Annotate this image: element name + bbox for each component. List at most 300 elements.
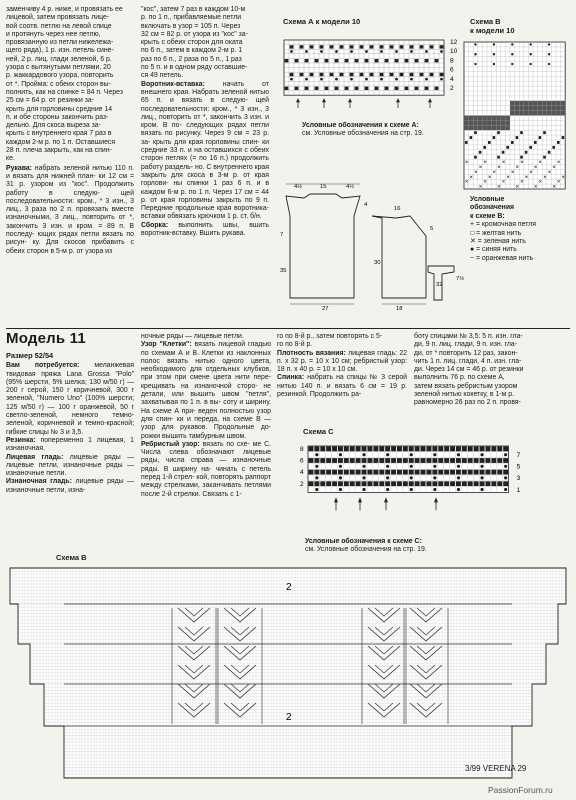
- density-label: Плотность вязания:: [277, 349, 346, 357]
- grid-cell-dark: [534, 141, 537, 144]
- check-pattern-paragraph: [141, 341, 271, 441]
- legend-text: = зеленая нить: [475, 238, 526, 246]
- grid-cell-dark: [450, 447, 455, 452]
- grid-cell-dark: [510, 101, 515, 106]
- grid-cell-x: ✕: [529, 169, 533, 175]
- row-number-left: 8: [300, 446, 304, 453]
- reverse-stockinette-label: Изнаночная гладь:: [6, 478, 72, 486]
- grid-cell-dark: [421, 458, 426, 463]
- grid-cell-dark: [395, 87, 399, 90]
- grid-cell-dark: [501, 116, 506, 121]
- text-line: соту и ширину. На схеме А при-: [141, 399, 272, 415]
- text-line: "Polo" (95% шерсти, 5% шелка;: [6, 370, 135, 386]
- grid-cell-dot: [339, 465, 342, 468]
- text-line: вязать лицевой: [194, 341, 246, 349]
- grid-cell-x: ✕: [506, 174, 510, 180]
- text-line: по 6 п., затем в каждом 2-м р. 1: [141, 47, 243, 55]
- grid-cell-dark: [548, 151, 551, 154]
- grid-cell-dark: [360, 45, 364, 48]
- grid-cell-dark: [390, 45, 394, 48]
- sleeves-label: Рукава:: [6, 164, 32, 172]
- grid-cell-dark: [464, 120, 469, 125]
- grid-cell-dark: [542, 106, 547, 111]
- grid-cell-dark: [503, 458, 508, 463]
- text-line: ки средние 33 п. и на оставшихся: [141, 138, 269, 155]
- grid-cell-dot: [530, 53, 532, 55]
- grid-cell-dark: [430, 45, 434, 48]
- grid-cell-x: ✕: [538, 179, 543, 185]
- grid-cell-dark: [440, 45, 444, 48]
- grid-cell-dark: [468, 470, 473, 475]
- text-line: "кос", затем 7 раз в каждом 10-м: [141, 6, 246, 13]
- grid-cell-dark: [409, 481, 414, 486]
- grid-cell-dot: [320, 78, 323, 81]
- grid-cell-dark: [440, 73, 444, 76]
- grid-cell-dark: [340, 73, 344, 76]
- grid-cell-dot: [410, 78, 413, 81]
- grid-cell-dark: [397, 470, 402, 475]
- grid-cell-dot: [425, 78, 428, 81]
- model-11-title: Модель 11: [6, 330, 86, 347]
- grid-cell-dot: [480, 488, 483, 491]
- legend-item: [470, 230, 574, 238]
- grid-cell-dot: [362, 453, 365, 456]
- grid-cell-x: ✕: [556, 159, 561, 165]
- grid-cell-x: ✕: [478, 184, 483, 190]
- grid-cell-dot: [365, 50, 368, 53]
- grid-cell-dark: [469, 120, 474, 125]
- legend-symbol-icon: +: [470, 221, 475, 229]
- size-label: Размер 52/54: [6, 351, 54, 360]
- grid-cell-dark: [368, 447, 373, 452]
- grid-cell-dot: [433, 488, 436, 491]
- grid-cell-dark: [562, 136, 565, 139]
- grid-cell-dark: [519, 111, 524, 116]
- scheme-b-large-title: Схема В: [56, 553, 87, 562]
- grid-cell-dark: [438, 458, 443, 463]
- scheme-b-legend-title-3: к схеме В:: [470, 212, 505, 220]
- grid-cell-dark: [285, 59, 289, 62]
- grid-cell-dark: [391, 481, 396, 486]
- grid-cell-x: ✕: [547, 169, 552, 175]
- grid-cell-dark: [486, 470, 491, 475]
- text-line: ку. Для скосов прибавить с: [32, 239, 134, 247]
- grid-cell-dark: [409, 470, 414, 475]
- grid-cell-dark: [368, 470, 373, 475]
- text-line: внешнего края. Набрать зеленой: [141, 88, 248, 96]
- top-column-1: [6, 6, 134, 256]
- rib-pattern-paragraph: [141, 441, 271, 499]
- grid-cell-dark: [524, 106, 529, 111]
- grid-cell-dark: [344, 481, 349, 486]
- grid-cell-dark: [320, 73, 324, 76]
- grid-cell-dark: [350, 470, 355, 475]
- grid-cell-dark: [344, 470, 349, 475]
- grid-cell-dark: [533, 111, 538, 116]
- grid-cell-dark: [491, 481, 496, 486]
- grid-cell-dot: [480, 453, 483, 456]
- grid-cell-x: ✕: [515, 164, 520, 170]
- grid-cell-dark: [456, 481, 461, 486]
- row-number: 8: [450, 57, 454, 65]
- grid-cell-dot: [480, 476, 483, 479]
- scheme-b-large-chart: [4, 564, 572, 782]
- grid-cell-dark: [332, 470, 337, 475]
- grid-cell-dark: [469, 125, 474, 130]
- grid-cell-dark: [435, 87, 439, 90]
- dimension-label: 16: [394, 206, 401, 212]
- grid-cell-dark: [488, 141, 491, 144]
- grid-cell-x: ✕: [556, 179, 561, 185]
- grid-cell-dark: [390, 73, 394, 76]
- grid-cell-dark: [450, 458, 455, 463]
- grid-cell-dark: [415, 59, 419, 62]
- sleeve-shape: [372, 216, 426, 298]
- grid-cell-dark: [375, 59, 379, 62]
- grid-cell-dot: [457, 488, 460, 491]
- legend-item: [470, 255, 574, 263]
- grid-cell-dark: [350, 481, 355, 486]
- text-line: ди. Через 14 см = 46 р. от резинки: [414, 366, 524, 374]
- text-line: этом при смене цвета нити пере-: [156, 374, 271, 382]
- grid-cell-dark: [344, 447, 349, 452]
- grid-cell-dot: [290, 78, 293, 81]
- grid-cell-dot: [395, 50, 398, 53]
- text-line: крючком 1 р. ст. б/н.: [197, 213, 262, 221]
- grid-cell-dark: [309, 470, 314, 475]
- text-line: гладь: 22 п. x 32 р. = 10 x 10 см;: [277, 349, 407, 365]
- text-line: ме С. Числа слева обозначают: [141, 440, 271, 457]
- text-line: набрать на спицы № 3: [307, 374, 386, 382]
- grid-cell-dot: [440, 50, 443, 53]
- grid-cell-dark: [533, 101, 538, 106]
- text-line: "Numero Uno" (100% шерсти;: [37, 395, 134, 403]
- grid-cell-x: ✕: [474, 169, 478, 175]
- grid-cell-dark: [561, 101, 566, 106]
- grid-cell-dark: [421, 481, 426, 486]
- grid-cell-dark: [340, 45, 344, 48]
- grid-cell-dark: [305, 87, 309, 90]
- grid-cell-dark: [505, 120, 510, 125]
- text-line: ней, 2 р. лиц. глади зеленой, 6 р.: [6, 55, 112, 63]
- text-line: крыть с внутреннего края 7 раз в: [6, 130, 112, 138]
- text-line: крыть для горловины средние 14: [6, 105, 113, 113]
- grid-cell-dark: [538, 111, 543, 116]
- scheme-c-legend: [305, 538, 505, 555]
- text-line: щей последовательности: кром.,: [141, 97, 269, 113]
- grid-cell-dark: [505, 116, 510, 121]
- grid-cell-dark: [479, 151, 482, 154]
- grid-cell-dark: [551, 106, 556, 111]
- grid-cell-dark: [356, 470, 361, 475]
- grid-cell-dark: [350, 458, 355, 463]
- text-line: р. по 1 п., прибавляемые петли: [141, 14, 242, 22]
- grid-cell-dark: [430, 73, 434, 76]
- text-line: воротник-вставку. Вшить рукава.: [141, 230, 246, 238]
- scheme-a-legend-title: Условные обозначения к схеме А:: [302, 122, 419, 129]
- text-line: ди, от * повторить 12 раз, закон-: [414, 349, 518, 357]
- row-number: 6: [450, 66, 454, 74]
- text-line: лицевой, затем провязать лице-: [6, 14, 110, 22]
- grid-cell-x: ✕: [501, 179, 506, 185]
- back-shape: [286, 194, 360, 298]
- grid-cell-dark: [314, 470, 319, 475]
- reverse-stockinette-paragraph: [6, 478, 134, 495]
- scheme-b-small-title-1: Схема В: [470, 17, 501, 26]
- grid-cell-dark: [332, 447, 337, 452]
- text-line: Продолжить работу в следую-: [6, 181, 135, 197]
- row-number-right: 7: [516, 452, 521, 459]
- grid-cell-dark: [468, 447, 473, 452]
- text-line: чинать с петель перед 1-й стрел-: [141, 465, 271, 482]
- grid-cell-dark: [528, 101, 533, 106]
- top-column-2: [141, 6, 269, 238]
- grid-cell-dark: [473, 120, 478, 125]
- grid-cell-dark: [415, 458, 420, 463]
- grid-cell-dark: [415, 470, 420, 475]
- grid-cell-dark: [496, 125, 501, 130]
- grid-cell-dark: [444, 470, 449, 475]
- legend-symbol-icon: □: [470, 229, 475, 237]
- grid-cell-x: ✕: [552, 184, 556, 190]
- scheme-b-legend: [470, 196, 574, 263]
- grid-cell-dark: [456, 447, 461, 452]
- grid-cell-dark: [464, 116, 469, 121]
- grid-cell-dark: [516, 136, 519, 139]
- text-line: чить 1 п. лиц. глади, 4 п. изн. гла-: [414, 357, 522, 365]
- model11-column-3: [277, 333, 407, 399]
- grid-cell-dark: [486, 458, 491, 463]
- grid-cell-dark: [450, 481, 455, 486]
- grid-cell-dark: [480, 458, 485, 463]
- grid-cell-dark: [510, 111, 515, 116]
- materials-paragraph: [6, 362, 134, 437]
- up-arrow-icon: [348, 98, 352, 102]
- grid-cell-dark: [320, 481, 325, 486]
- row-number-right: 5: [516, 463, 521, 471]
- grid-cell-dot: [548, 53, 550, 55]
- grid-cell-dark: [483, 146, 486, 149]
- text-line: выполнить швы, вшить: [178, 221, 269, 229]
- assembly-paragraph: [141, 222, 269, 239]
- scheme-c-chart: [286, 442, 532, 542]
- grid-cell-dot: [380, 78, 383, 81]
- grid-cell-dark: [380, 45, 384, 48]
- grid-cell-dark: [290, 45, 294, 48]
- text-line: темно-зеленой, коричневой и: [6, 412, 134, 428]
- grid-cell-dark: [310, 45, 314, 48]
- grid-cell-dark: [487, 116, 492, 121]
- grid-cell-dark: [305, 59, 309, 62]
- up-arrow-icon: [296, 98, 300, 102]
- sleeves-paragraph: [6, 165, 134, 256]
- back-label: Спинка:: [277, 374, 305, 382]
- grid-cell-dark: [320, 470, 325, 475]
- grid-cell-dot: [362, 476, 365, 479]
- grid-cell-dot: [350, 78, 353, 81]
- grid-cell-dot: [493, 53, 495, 55]
- up-arrow-icon: [434, 497, 438, 502]
- grid-cell-dot: [339, 453, 342, 456]
- text-line: провязать вместе изнаночными,: [6, 206, 134, 222]
- grid-cell-dark: [332, 481, 337, 486]
- grid-cell-dot: [440, 78, 443, 81]
- grid-cell-dot: [504, 488, 507, 491]
- grid-cell-dark: [450, 470, 455, 475]
- grid-cell-dark: [379, 470, 384, 475]
- grid-cell-dot: [365, 78, 368, 81]
- density-paragraph: [277, 350, 407, 375]
- grid-cell-dot: [305, 50, 308, 53]
- text-line: x 10 см.: [332, 366, 358, 374]
- text-line: ся 49 петель.: [141, 72, 184, 80]
- grid-cell-dark: [444, 458, 449, 463]
- grid-cell-dark: [397, 481, 402, 486]
- grid-cell-dark: [519, 101, 524, 106]
- text-line: стрелками, заканчивать петлями: [164, 482, 271, 490]
- text-line: р. жаккардового узора, повторить: [6, 72, 114, 80]
- grid-cell-dark: [397, 447, 402, 452]
- grid-cell-dot: [433, 476, 436, 479]
- text-line: но. С внутреннего края закрыть: [141, 163, 269, 179]
- grid-cell-x: ✕: [487, 174, 492, 180]
- rib-pattern-label: Ребристый узор:: [141, 440, 200, 448]
- grid-cell-dark: [519, 106, 524, 111]
- collar-label: Воротник-вставка:: [141, 80, 205, 88]
- grid-cell-dot: [511, 63, 513, 65]
- grid-cell-dark: [547, 111, 552, 116]
- text-line: раз по 6 п., 2 раза по 5 п., 1 раз: [141, 55, 242, 63]
- grid-cell-dark: [295, 59, 299, 62]
- grid-cell-dark: [400, 45, 404, 48]
- grid-cell-dark: [482, 125, 487, 130]
- text-line: щего ряда), 1 р. изн. петель сине-: [6, 47, 114, 55]
- grid-cell-dark: [556, 111, 561, 116]
- grid-cell-dot: [339, 476, 342, 479]
- collar-paragraph: [141, 81, 269, 222]
- grid-cell-dark: [520, 156, 523, 159]
- text-line: ны спинки 1 раз 6 п. и в каждом: [141, 180, 269, 196]
- grid-cell-dot: [457, 465, 460, 468]
- grid-cell-dot: [474, 63, 476, 65]
- grid-cell-dark: [547, 106, 552, 111]
- grid-cell-dark: [497, 131, 500, 134]
- grid-cell-dot: [457, 453, 460, 456]
- grid-cell-dark: [355, 87, 359, 90]
- grid-cell-dark: [474, 481, 479, 486]
- up-arrow-icon: [334, 497, 338, 502]
- grid-cell-dot: [395, 78, 398, 81]
- grid-cell-dark: [403, 458, 408, 463]
- grid-cell-dark: [338, 470, 343, 475]
- grid-cell-dark: [350, 45, 354, 48]
- grid-cell-dark: [403, 470, 408, 475]
- chart-mark-bottom: 2: [286, 712, 292, 723]
- grid-cell-dark: [529, 146, 532, 149]
- grid-cell-dark: [543, 156, 546, 159]
- grid-cell-x: ✕: [492, 169, 497, 175]
- grid-cell-dark: [332, 458, 337, 463]
- text-line: 32 см = 82 р. от узора из "кос" за-: [141, 30, 248, 38]
- up-arrow-icon: [396, 98, 400, 102]
- grid-cell-dark: [385, 458, 390, 463]
- grid-cell-dark: [391, 447, 396, 452]
- grid-cell-dot: [362, 465, 365, 468]
- scheme-a-legend-text: см. Условные обозначения на стр. 19.: [302, 130, 424, 138]
- text-line: одного цвета, необходимого: [141, 357, 271, 374]
- text-line: лицевая: [348, 349, 375, 357]
- grid-cell-dot: [504, 476, 507, 479]
- text-line: коричневой, 300 г зеленой,: [6, 387, 134, 403]
- stockinette-label: Лицевая гладь:: [6, 453, 64, 461]
- grid-cell-x: ✕: [483, 179, 487, 185]
- legend-item: [470, 221, 574, 229]
- grid-cell-dot: [425, 50, 428, 53]
- grid-cell-dark: [391, 458, 396, 463]
- grid-cell-dark: [350, 447, 355, 452]
- grid-cell-x: ✕: [501, 159, 506, 165]
- scheme-b-legend-title-2: обозначения: [470, 204, 515, 212]
- grid-cell-dark: [314, 458, 319, 463]
- legend-text: = желтая нить: [474, 229, 522, 237]
- text-line: 25 см = 64 р. от резинки за-: [6, 97, 94, 105]
- text-line: ке.: [6, 155, 15, 163]
- grid-cell-dark: [496, 116, 501, 121]
- dimension-label: 15: [320, 184, 327, 190]
- text-line: по 5 п. и в одном ряду оставшие-: [141, 64, 248, 72]
- text-line: лицевые ряды, числа справа —: [141, 449, 271, 465]
- text-line: воротника-вставки обвязать: [141, 205, 269, 221]
- grid-cell-dark: [290, 73, 294, 76]
- grid-cell-dark: [425, 59, 429, 62]
- grid-cell-dark: [330, 73, 334, 76]
- grid-cell-dark: [497, 156, 500, 159]
- legend-text: = оранжевая нить: [474, 254, 534, 262]
- grid-cell-dark: [492, 125, 497, 130]
- grid-cell-dark: [525, 151, 528, 154]
- grid-cell-dark: [465, 141, 468, 144]
- grid-cell-x: ✕: [464, 179, 469, 185]
- grid-cell-dark: [486, 481, 491, 486]
- grid-cell-dark: [368, 458, 373, 463]
- row-number: 2: [450, 85, 454, 92]
- grid-cell-dot: [530, 43, 532, 45]
- grid-cell-dark: [542, 111, 547, 116]
- grid-cell-dark: [385, 447, 390, 452]
- dimension-label: 35: [280, 268, 287, 274]
- text-line: полнить, как на спинке = 84 п. Через: [6, 88, 123, 96]
- grid-cell-dot: [410, 488, 413, 491]
- grid-cell-dark: [538, 101, 543, 106]
- grid-cell-dark: [469, 116, 474, 121]
- grid-cell-dark: [473, 125, 478, 130]
- grid-cell-dark: [400, 73, 404, 76]
- grid-cell-dark: [480, 481, 485, 486]
- grid-cell-dark: [551, 111, 556, 116]
- legend-symbol-icon: ✕: [470, 238, 476, 246]
- grid-cell-dark: [497, 470, 502, 475]
- grid-cell-x: ✕: [543, 174, 547, 180]
- grid-cell-dark: [338, 481, 343, 486]
- grid-cell-dot: [530, 63, 532, 65]
- dimension-label: 32: [436, 282, 443, 288]
- grid-cell-dot: [315, 453, 318, 456]
- text-line: щей последовательности: кром.,: [6, 189, 134, 205]
- grid-cell-dark: [542, 101, 547, 106]
- dimension-label: 18: [396, 306, 403, 312]
- dimension-label: 4½: [346, 184, 355, 190]
- grid-cell-dark: [410, 45, 414, 48]
